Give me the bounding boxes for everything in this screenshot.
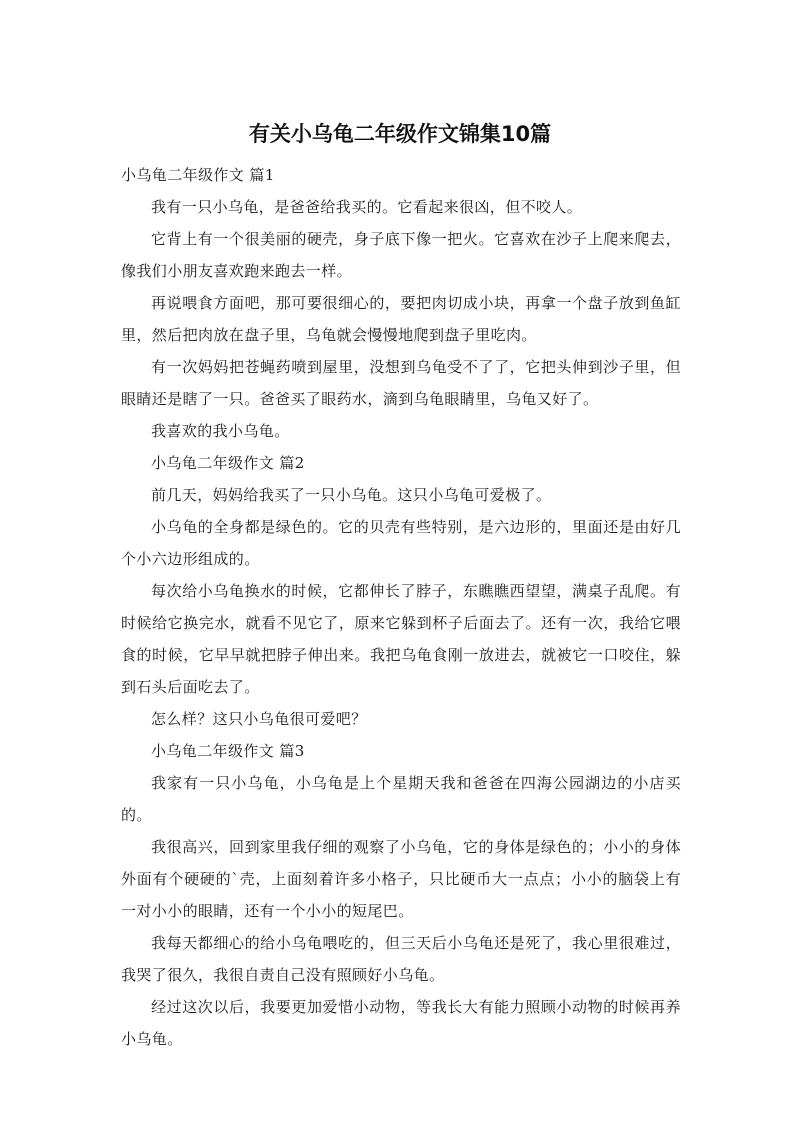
section-heading: 小乌龟二年级作文 篇2 (151, 454, 305, 472)
paragraph: 我有一只小乌龟，是爸爸给我买的。它看起来很凶，但不咬人。 (151, 198, 583, 216)
paragraph: 小乌龟的全身都是绿色的。它的贝壳有些特别，是六边形的，里面还是由好几个小六边形组成的。 (121, 518, 681, 568)
section-heading: 小乌龟二年级作文 篇1 (121, 166, 275, 184)
paragraph: 再说喂食方面吧，那可要很细心的，要把肉切成小块，再拿一个盘子放到鱼缸里，然后把肉放在盘子里，乌龟就会慢慢地爬到盘子里吃肉。 (121, 294, 681, 344)
paragraph: 我喜欢的我小乌龟。 (151, 422, 290, 440)
paragraph: 我很高兴，回到家里我仔细的观察了小乌龟，它的身体是绿色的；小小的身体外面有个硬硬的`壳，上面刻着许多小格子，只比硬币大一点点；小小的脑袋上有一对小小的眼睛，还有一个小小的短尾巴。 (121, 838, 681, 920)
paragraph: 我每天都细心的给小乌龟喂吃的，但三天后小乌龟还是死了，我心里很难过，我哭了很久，我很自责自己没有照顾好小乌龟。 (121, 934, 681, 984)
document-title: 有关小乌龟二年级作文锦集10篇 (248, 122, 552, 146)
paragraph: 每次给小乌龟换水的时候，它都伸长了脖子，东瞧瞧西望望，满桌子乱爬。有时候给它换完水，就看不见它了，原来它躲到杯子后面去了。还有一次，我给它喂食的时候，它早早就把脖子伸出来。我把乌龟食刚一放进去，就被它一口咬住，躲到石头后面吃去了。 (121, 582, 681, 696)
paragraph: 怎么样？这只小乌龟很可爱吧？ (151, 710, 367, 728)
document-body (121, 159, 681, 1055)
paragraph: 我家有一只小乌龟，小乌龟是上个星期天我和爸爸在四海公园湖边的小店买的。 (121, 774, 681, 824)
paragraph: 有一次妈妈把苍蝇药喷到屋里，没想到乌龟受不了了，它把头伸到沙子里，但眼睛还是瞎了一只。爸爸买了眼药水，滴到乌龟眼睛里，乌龟又好了。 (121, 358, 681, 408)
paragraph: 前几天，妈妈给我买了一只小乌龟。这只小乌龟可爱极了。 (151, 486, 552, 504)
paragraph: 它背上有一个很美丽的硬壳，身子底下像一把火。它喜欢在沙子上爬来爬去，像我们小朋友喜欢跑来跑去一样。 (121, 230, 681, 280)
section-heading: 小乌龟二年级作文 篇3 (151, 742, 305, 760)
paragraph: 经过这次以后，我要更加爱惜小动物，等我长大有能力照顾小动物的时候再养小乌龟。 (121, 998, 681, 1048)
